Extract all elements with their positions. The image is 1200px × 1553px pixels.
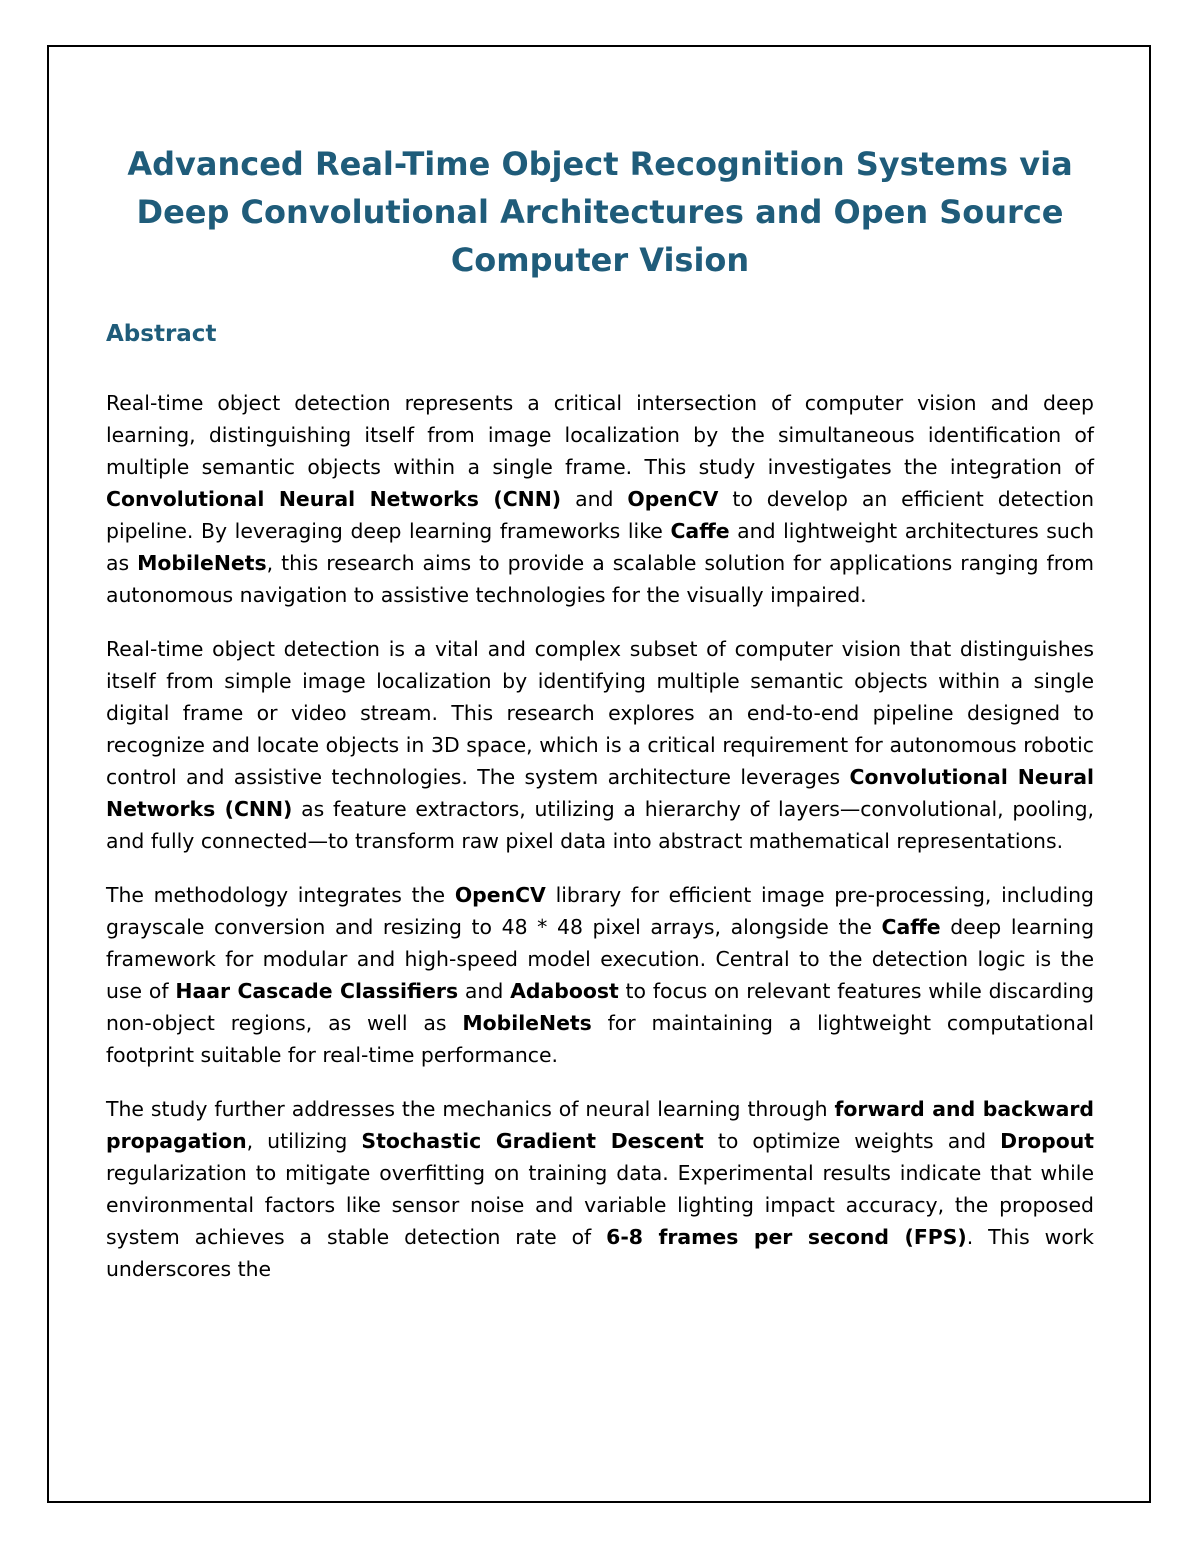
text-run: deep learning framework for modular and high-speed model execution. Central to the detection logic is the use of [106,915,1095,1003]
bold-term: Caffe [881,915,941,939]
text-run: regularization to mitigate overfitting on training data. Experimental results indicate that while environmental factors like sensor noise and variable lighting impact accuracy, the proposed system achieves a stable detection rate of [106,1161,1094,1249]
text-run: to focus on relevant features while discarding non-object regions, as well as [106,979,1095,1035]
bold-term: Caffe [670,519,730,543]
bold-term: OpenCV [627,487,719,511]
text-run: and [458,979,511,1003]
bold-term: 6-8 frames per second (FPS) [606,1225,967,1249]
text-run: library for efficient image pre-processing, including grayscale conversion and resizing to 48 * 48 pixel arrays, alongside the [106,883,1094,939]
bold-term: Stochastic Gradient Descent [361,1129,704,1153]
text-run: Real-time object detection represents a critical intersection of computer vision and deep learning, distinguishing itself from image localization by the simultaneous identification of multiple semantic objects within a single frame. This study investigates the integration of [106,391,1094,479]
abstract-heading: Abstract [106,321,217,347]
bold-term: Adaboost [510,979,619,1003]
bold-term: Convolutional Neural Networks (CNN) [106,765,1094,821]
text-run: , this research aims to provide a scalable solution for applications ranging from autonomous navigation to assistive technologies for the visually impaired. [106,551,1094,607]
bold-term: OpenCV [454,883,546,907]
paper-title: Advanced Real-Time Object Recognition Systems via Deep Convolutional Architectures and Open Source Computer Vision [127,145,1073,279]
bold-term: Dropout [1000,1129,1095,1153]
abstract-paragraph-3 [106,879,1094,1071]
bold-term: MobileNets [137,551,267,575]
abstract-paragraph-4 [106,1093,1094,1285]
abstract-paragraph-1 [106,387,1094,611]
text-run: and lightweight architectures such as [106,519,1094,575]
text-run: Real-time object detection is a vital and complex subset of computer vision that distinguishes itself from simple image localization by identifying multiple semantic objects within a single digital frame or video stream. This research explores an end-to-end pipeline designed to recognize and locate objects in 3D space, which is a critical requirement for autonomous robotic control and assistive technologies. The system architecture leverages [106,637,1094,789]
bold-term: Convolutional Neural Networks (CNN) [106,487,562,511]
text-run: The study further addresses the mechanics of neural learning through [106,1097,835,1121]
abstract-paragraph-2 [106,633,1094,857]
text-run: The methodology integrates the [106,883,455,907]
document-body [106,140,1094,1285]
text-run: and [561,487,628,511]
text-run: . This work underscores the [106,1225,1094,1281]
text-run: to optimize weights and [703,1129,1001,1153]
bold-term: Haar Cascade Classifiers [175,979,459,1003]
bold-term: forward and backward propagation [106,1097,1094,1153]
text-run: to develop an efficient detection pipeline. By leveraging deep learning frameworks like [106,487,1094,543]
bold-term: MobileNets [462,1011,592,1035]
text-run: for maintaining a lightweight computational footprint suitable for real-time performance. [106,1011,1094,1067]
text-run: , utilizing [246,1129,362,1153]
text-run: as feature extractors, utilizing a hierarchy of layers—convolutional, pooling, and fully connected—to transform raw pixel data into abstract mathematical representations. [106,797,1095,853]
